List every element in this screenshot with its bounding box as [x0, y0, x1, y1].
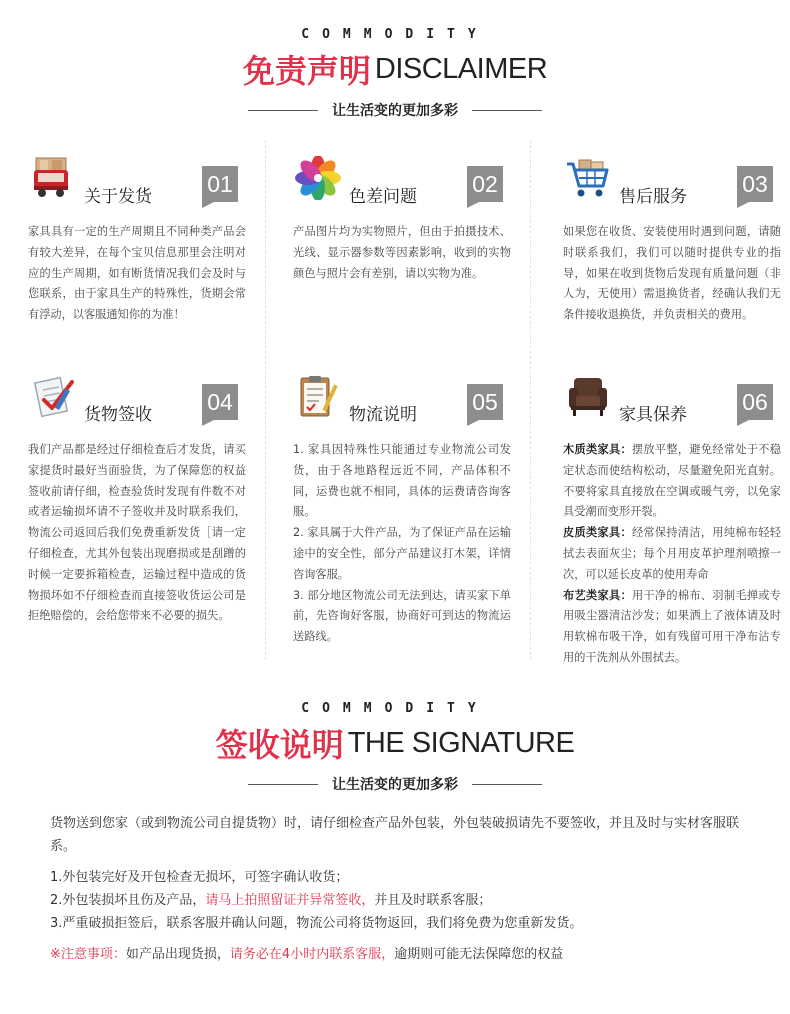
section-title	[0, 720, 790, 766]
care-item	[563, 523, 781, 585]
card-header	[293, 370, 511, 432]
card-color-difference	[293, 152, 511, 284]
card-title: 家具保养	[619, 405, 687, 425]
card-header	[28, 152, 246, 214]
logistics-item: 3. 部分地区物流公司无法到达，请买家下单前，先咨询好客服，协商好可到达的物流运送路线。	[293, 588, 511, 644]
disclaimer-header	[0, 27, 790, 120]
card-number: 04	[202, 384, 238, 420]
commodity-label: COMMODITY	[301, 701, 489, 716]
care-text: 摆放平整，避免经常处于不稳定状态而使结构松动，尽量避免阳光直射。不要将家具直接放在空调或暖气旁，以免家具受潮而变形开裂。	[563, 443, 781, 519]
card-header	[563, 152, 781, 214]
card-furniture-care	[563, 370, 781, 669]
shopping-cart-icon	[565, 156, 611, 200]
care-item	[563, 586, 781, 669]
logistics-item: 2. 家具属于大件产品，为了保证产品在运输途中的安全性，部分产品建议打木架，详情咨询客服。	[293, 526, 511, 581]
title-cn: 免责声明	[242, 52, 371, 90]
subtitle: 让生活变的更加多彩	[332, 777, 458, 793]
rule2-text: 2.外包装损坏且伤及产品，	[50, 893, 206, 908]
card-text: 如果您在收货、安装使用时遇到问题，请随时联系我们，我们可以随时提供专业的指导，如果在收到货物后发现有质量问题（非人为，无使用）需退换货者，经确认我们无条件接收退换货，并负责相关的费用。	[563, 225, 781, 322]
signature-rule-3: 3.严重破损拒签后，联系客服并确认问题，物流公司将货物返回，我们将免费为您重新发货。	[50, 916, 583, 931]
signature-rule-2	[50, 889, 750, 912]
card-text: 产品图片均为实物照片，但由于拍摄技术、光线、显示器参数等因素影响，收到的实物颜色与照片会有差别，请以实物为准。	[293, 225, 511, 280]
card-number: 02	[467, 166, 503, 202]
column-divider	[265, 140, 266, 660]
card-title: 售后服务	[619, 187, 687, 207]
title-cn: 签收说明	[215, 726, 344, 764]
card-goods-receipt	[28, 370, 246, 627]
signature-note	[50, 943, 750, 966]
card-header	[293, 152, 511, 214]
signature-body	[50, 812, 750, 966]
title-en: THE SIGNATURE	[347, 726, 575, 759]
signature-rule-1: 1.外包装完好及开包检查无损坏，可签字确认收货；	[50, 870, 349, 885]
clipboard-icon	[295, 374, 341, 418]
card-header	[563, 370, 781, 432]
title-en: DISCLAIMER	[374, 52, 548, 85]
card-text	[563, 440, 781, 669]
card-shipping	[28, 152, 246, 326]
care-label: 布艺类家具：	[563, 588, 632, 602]
subtitle-row	[0, 774, 790, 794]
note-highlight: 请务必在4小时内联系客服，	[229, 947, 395, 962]
card-header	[28, 370, 246, 432]
rule2-highlight: 请马上拍照留证并异常签收，	[205, 893, 375, 908]
divider-line	[248, 110, 318, 111]
subtitle: 让生活变的更加多彩	[332, 103, 458, 119]
rule2-text: 并且及时联系客服；	[374, 893, 492, 908]
card-number: 03	[737, 166, 773, 202]
card-number: 05	[467, 384, 503, 420]
card-text: 我们产品都是经过仔细检查后才发货，请买家提货时最好当面验货，为了保障您的权益签收前请仔细，检查验货时发现有件数不对或者运输损坏请不子签收并及时联系我们，物流公司返回后我们免费重新发货［请一定仔细检查，尤其外包装出现磨损或是刮蹭的时候一定要拆箱检查，运输过程中造成的货物损坏如不仔细检查而直接签收货运公司是拒绝赔偿的，会给您带来不必要的损失。	[28, 443, 246, 623]
note-text: 如产品出现货损，	[125, 947, 230, 962]
divider-line	[248, 784, 318, 785]
divider-line	[472, 110, 542, 111]
card-after-sales	[563, 152, 781, 326]
commodity-label: COMMODITY	[301, 27, 489, 42]
care-item	[563, 440, 781, 523]
signature-header	[0, 701, 790, 794]
checklist-icon	[30, 374, 76, 418]
card-title: 货物签收	[84, 405, 152, 425]
note-text: 逾期则可能无法保障您的权益	[394, 947, 564, 962]
column-divider	[530, 140, 531, 660]
signature-intro: 货物送到您家（或到物流公司自提货物）时，请仔细检查产品外包装，外包装破损请先不要签收，并且及时与实材客服联系。	[50, 816, 740, 854]
care-label: 皮质类家具：	[563, 526, 632, 540]
card-title: 关于发货	[84, 187, 152, 207]
subtitle-row	[0, 100, 790, 120]
card-text: 家具具有一定的生产周期且不同种类产品会有较大差异，在每个宝贝信息那里会注明对应的生产周期，如有断货情况我们会及时与您联系，由于家具生产的特殊性，货期会常有浮动，以客服通知你的为准！	[28, 225, 246, 322]
card-logistics	[293, 370, 511, 648]
card-number: 06	[737, 384, 773, 420]
card-title: 色差问题	[349, 187, 417, 207]
armchair-icon	[565, 374, 611, 418]
delivery-truck-icon	[30, 156, 76, 200]
card-text	[293, 440, 511, 648]
care-text: 经常保持清洁，用纯棉布轻轻拭去表面灰尘；每个月用皮革护理剂喷擦一次，可以延长皮革的使用寿命	[563, 526, 781, 581]
care-label: 木质类家具：	[563, 443, 632, 456]
care-text: 用干净的棉布、羽制毛掸或专用吸尘器清洁沙发；如果洒上了液体请及时用软棉布吸干净，如有残留可用干净布沾专用的干洗剂从外围拭去。	[563, 588, 781, 664]
color-wheel-icon	[295, 156, 341, 200]
note-label: ※注意事项：	[50, 947, 126, 962]
logistics-item: 1. 家具因特殊性只能通过专业物流公司发货，由于各地路程远近不同，产品体积不同，运费也就不相同，具体的运费请咨询客服。	[293, 443, 511, 519]
card-title: 物流说明	[349, 405, 417, 425]
card-number: 01	[202, 166, 238, 202]
section-title	[0, 46, 790, 92]
divider-line	[472, 784, 542, 785]
